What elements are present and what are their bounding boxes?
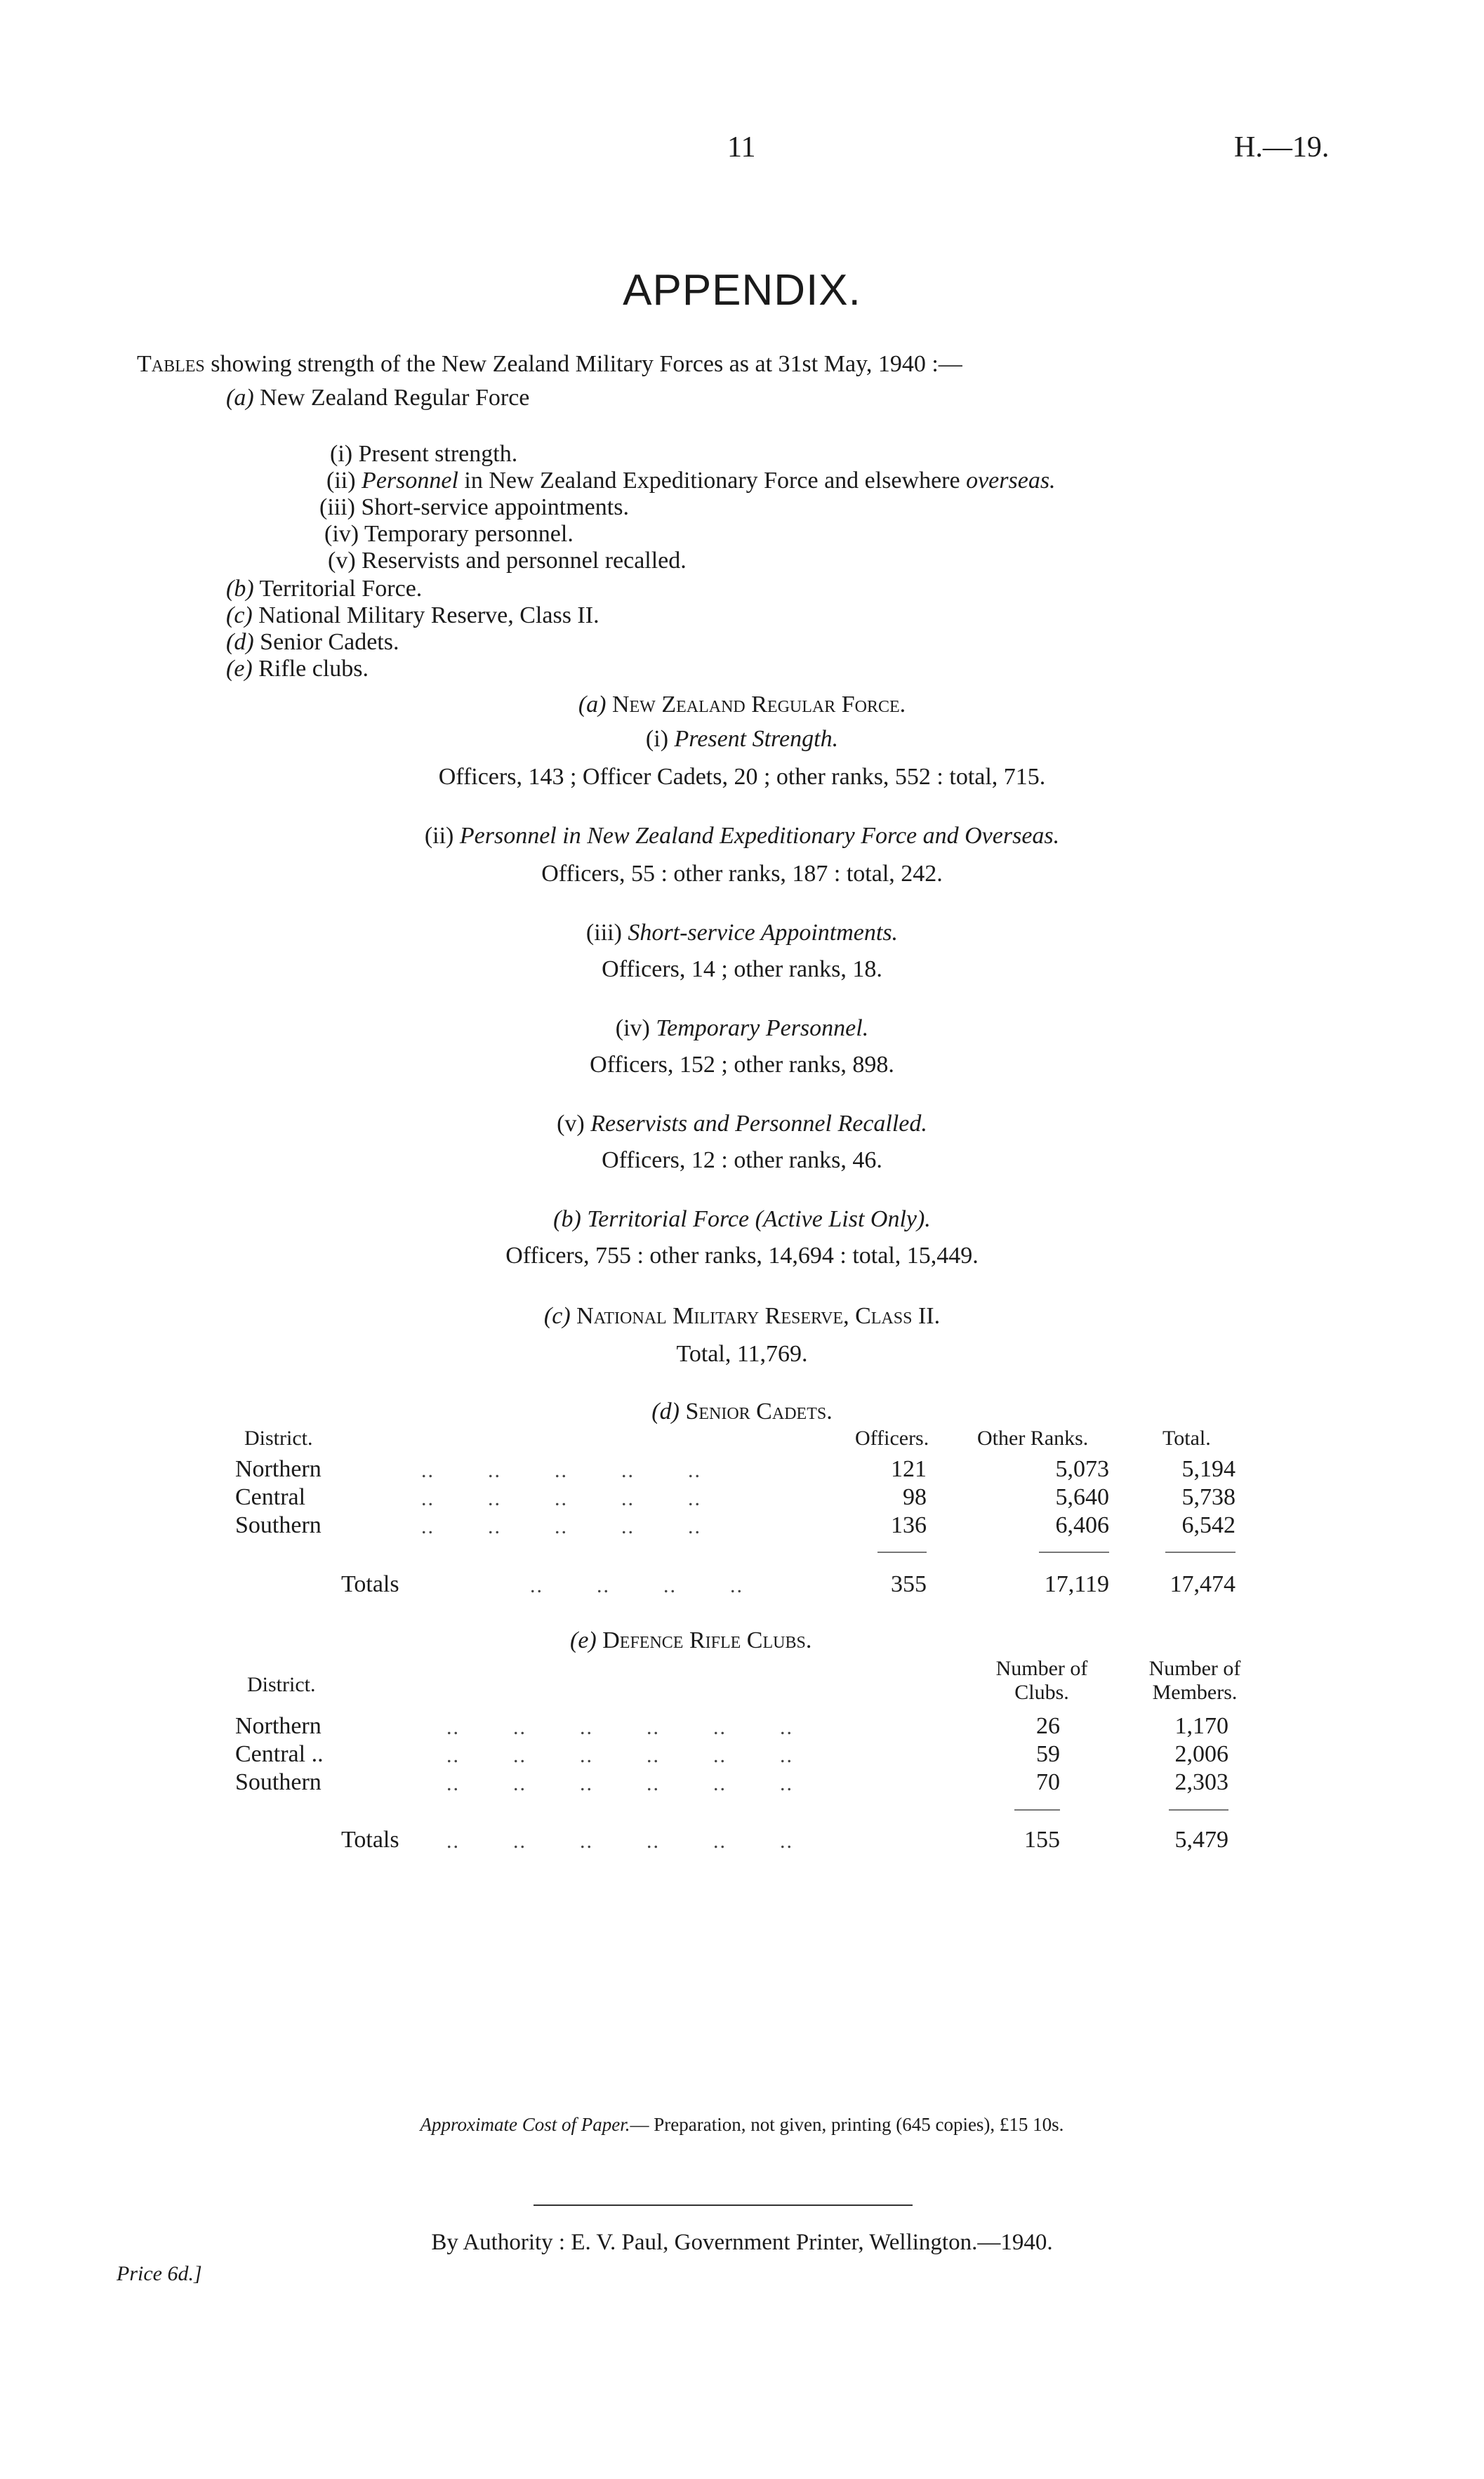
price: Price 6d.]	[117, 2262, 202, 2285]
clubs-header-number-of-clubs: Number of Clubs.	[995, 1657, 1088, 1704]
intro-text: showing strength of the New Zealand Military Forces as at 31st May, 1940 :—	[211, 351, 962, 377]
cadets-header-other-ranks: Other Ranks.	[977, 1427, 1089, 1450]
toc-subitem: (i) Present strength.	[330, 441, 518, 467]
divider	[1039, 1552, 1109, 1553]
divider	[1169, 1809, 1228, 1811]
section-a-heading: (a) New Zealand Regular Force.	[578, 692, 906, 718]
section-a-v-text: Officers, 12 : other ranks, 46.	[602, 1147, 882, 1173]
section-a-v-title: (v) Reservists and Personnel Recalled.	[557, 1111, 927, 1137]
section-a-iii-title: (iii) Short-service Appointments.	[585, 920, 899, 946]
senior-cadets-title: (d) Senior Cadets.	[651, 1399, 833, 1424]
section-a-i-title: (i) Present Strength.	[645, 726, 839, 752]
clubs-header-number-of-members: Number of Members.	[1148, 1657, 1241, 1704]
toc-subitem: (iii) Short-service appointments.	[319, 494, 629, 520]
cadets-header-total: Total.	[1162, 1427, 1211, 1450]
cost-note: Approximate Cost of Paper.— Preparation, not given, printing (645 copies), £15 10s.	[420, 2114, 1064, 2135]
toc-item-b: (b) Territorial Force.	[226, 576, 423, 602]
toc-subitem: (iv) Temporary personnel.	[324, 521, 574, 547]
toc-item-d: (d) Senior Cadets.	[226, 629, 399, 655]
intro-lead: Tables	[137, 351, 205, 377]
page-title: APPENDIX.	[623, 266, 861, 315]
toc-item-a	[226, 385, 529, 411]
section-b-text: Officers, 755 : other ranks, 14,694 : total, 15,449.	[505, 1243, 979, 1269]
toc-subitem: (ii) Personnel in New Zealand Expeditionary Force and elsewhere overseas.	[326, 468, 1056, 494]
section-c-title: (c) National Military Reserve, Class II.	[543, 1303, 941, 1329]
document-reference: H.—19.	[1234, 131, 1330, 164]
rifle-clubs-title: (e) Defence Rifle Clubs.	[570, 1627, 812, 1653]
toc-item-e: (e) Rifle clubs.	[226, 656, 369, 682]
divider	[877, 1552, 927, 1553]
toc-text: New Zealand Regular Force	[260, 385, 530, 411]
section-b-title: (b) Territorial Force (Active List Only).	[553, 1206, 931, 1232]
section-a-iv-text: Officers, 152 ; other ranks, 898.	[590, 1052, 894, 1078]
toc-subitem: (v) Reservists and personnel recalled.	[328, 548, 687, 574]
divider	[1165, 1552, 1235, 1553]
cadets-header-officers: Officers.	[855, 1427, 929, 1450]
section-a-i-text: Officers, 143 ; Officer Cadets, 20 ; other ranks, 552 : total, 715.	[438, 764, 1046, 790]
section-c-text: Total, 11,769.	[676, 1341, 808, 1367]
intro-line	[137, 351, 962, 378]
section-a-ii-text: Officers, 55 : other ranks, 187 : total, 242.	[541, 861, 943, 887]
footer-rule	[534, 2204, 913, 2206]
toc-letter: (a)	[226, 385, 254, 411]
toc-item-c: (c) National Military Reserve, Class II.	[226, 602, 599, 628]
authority-line: By Authority : E. V. Paul, Government Printer, Wellington.—1940.	[431, 2230, 1053, 2255]
divider	[1014, 1809, 1060, 1811]
cadets-header-district: District.	[244, 1427, 313, 1450]
section-a-iv-title: (iv) Temporary Personnel.	[615, 1015, 869, 1041]
section-a-iii-text: Officers, 14 ; other ranks, 18.	[602, 956, 882, 982]
section-a-ii-title: (ii) Personnel in New Zealand Expeditionary Force and Overseas.	[424, 823, 1060, 849]
clubs-header-district: District.	[247, 1673, 316, 1696]
page-number: 11	[727, 131, 756, 164]
